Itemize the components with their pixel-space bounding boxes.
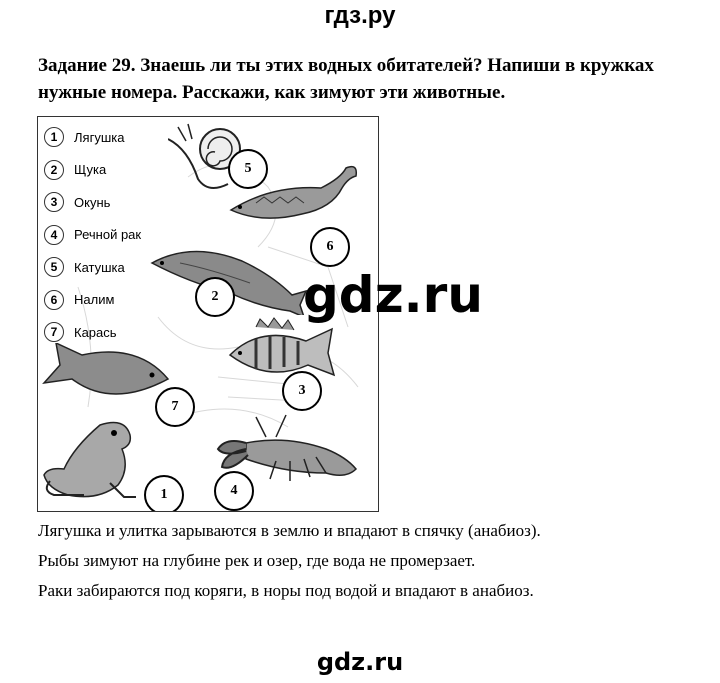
answer-circle-burbot: 6 [310, 227, 350, 267]
legend-item [44, 121, 141, 154]
carp-icon [40, 343, 170, 413]
legend-item [44, 284, 141, 317]
legend-label: Катушка [74, 259, 125, 275]
answer-text-line: Лягушка и улитка зарываются в землю и впадают в спячку (анабиоз). [38, 521, 541, 540]
legend-number: 7 [44, 322, 64, 342]
legend-label: Речной рак [74, 227, 142, 243]
legend-number: 2 [44, 160, 64, 180]
legend-label: Карась [74, 324, 117, 340]
legend-number: 3 [44, 192, 64, 212]
legend-number: 1 [44, 127, 64, 147]
legend-number: 6 [44, 290, 64, 310]
legend-item [44, 186, 141, 219]
perch-icon [226, 317, 346, 387]
frog-icon [40, 417, 140, 503]
legend-number: 4 [44, 225, 64, 245]
legend-number: 5 [44, 257, 64, 277]
legend-item [44, 219, 141, 252]
answer-text-line: Раки забираются под коряги, в норы под водой и впадают в анабиоз. [38, 581, 534, 600]
answer-circle-pike: 2 [195, 277, 235, 317]
legend-label: Окунь [74, 194, 111, 210]
answer-circle-carp: 7 [155, 387, 195, 427]
legend-item [44, 154, 141, 187]
watermark: gdz.ru [303, 266, 483, 324]
legend-label: Щука [74, 162, 107, 178]
answer-circle-frog: 1 [144, 475, 184, 512]
answer-text-line: Рыбы зимуют на глубине рек и озер, где вода не промерзает. [38, 551, 476, 570]
answer-circle-perch: 3 [282, 371, 322, 411]
site-footer: gdz.ru [316, 648, 404, 676]
legend-item [44, 251, 141, 284]
answer-circle-snail: 5 [228, 149, 268, 189]
site-header: гдз.ру [324, 2, 396, 29]
task-title: Задание 29. Знаешь ли ты этих водных обитателей? Напиши в кружках нужные номера. Расскажи, как зимуют эти животные. [38, 55, 654, 103]
legend-label: Налим [74, 292, 115, 308]
legend [44, 121, 141, 349]
answer-circle-crayfish: 4 [214, 471, 254, 511]
legend-label: Лягушка [74, 129, 125, 145]
